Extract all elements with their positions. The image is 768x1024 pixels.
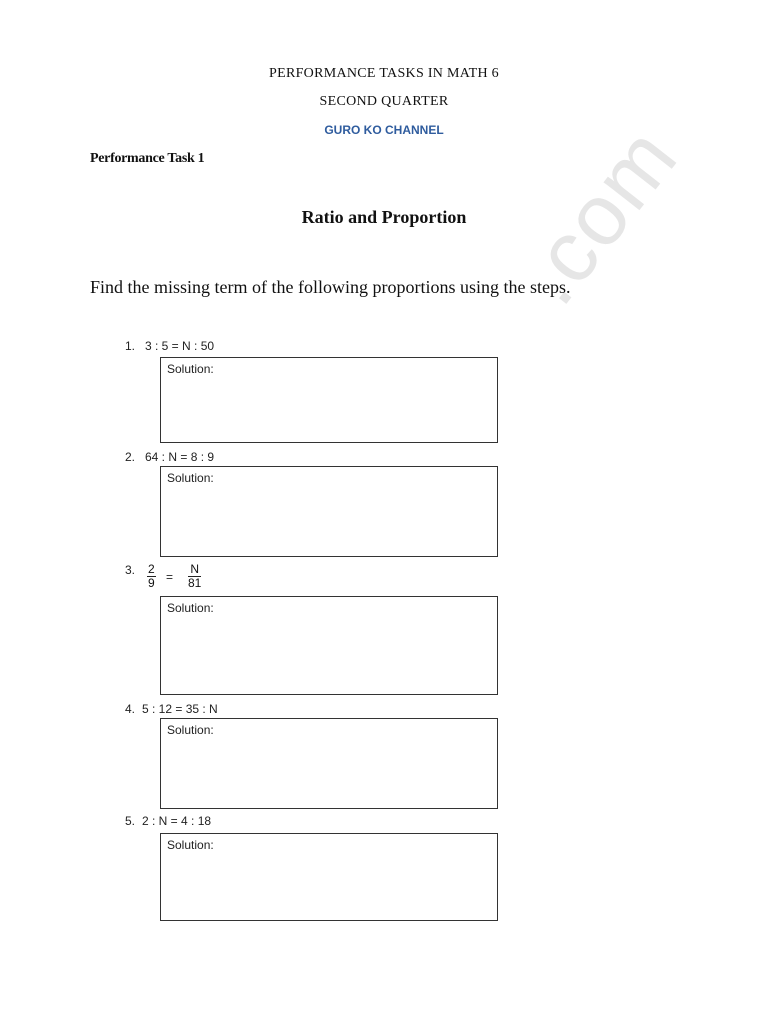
header-title: PERFORMANCE TASKS IN MATH 6 — [269, 66, 499, 81]
instructions: Find the missing term of the following proportions using the steps. — [90, 277, 571, 297]
problem-equation: 3 : 5 = N : 50 — [145, 339, 215, 353]
problem-number: 1. — [125, 339, 136, 353]
fraction-denominator: 9 — [148, 576, 155, 590]
problem-equation: 64 : N = 8 : 9 — [145, 450, 215, 464]
fraction-right — [188, 563, 201, 590]
watermark: .com — [500, 109, 697, 322]
worksheet-title: Ratio and Proportion — [301, 207, 467, 227]
problem-equation: 2 : N = 4 : 18 — [142, 814, 212, 828]
solution-label: Solution: — [167, 471, 214, 485]
fraction-left — [147, 563, 156, 590]
solution-box-3[interactable] — [160, 596, 498, 695]
channel-name: GURO KO CHANNEL — [324, 123, 444, 137]
header-quarter: SECOND QUARTER — [319, 94, 449, 109]
solution-label: Solution: — [167, 601, 214, 615]
task-label: Performance Task 1 — [90, 151, 205, 166]
fraction-numerator: N — [188, 563, 201, 577]
solution-label: Solution: — [167, 723, 214, 737]
solution-box-2[interactable] — [160, 466, 498, 557]
problem-equation: 5 : 12 = 35 : N — [142, 702, 218, 716]
equals-sign: = — [166, 570, 174, 584]
solution-box-4[interactable] — [160, 718, 498, 809]
solution-box-1[interactable] — [160, 357, 498, 443]
problem-number: 4. — [125, 702, 136, 716]
solution-label: Solution: — [167, 362, 214, 376]
problem-number: 5. — [125, 814, 136, 828]
solution-label: Solution: — [167, 838, 214, 852]
fraction-denominator: 81 — [188, 576, 202, 590]
problem-number: 3. — [125, 563, 136, 577]
solution-box-5[interactable] — [160, 833, 498, 921]
fraction-numerator: 2 — [148, 562, 155, 576]
problem-number: 2. — [125, 450, 136, 464]
